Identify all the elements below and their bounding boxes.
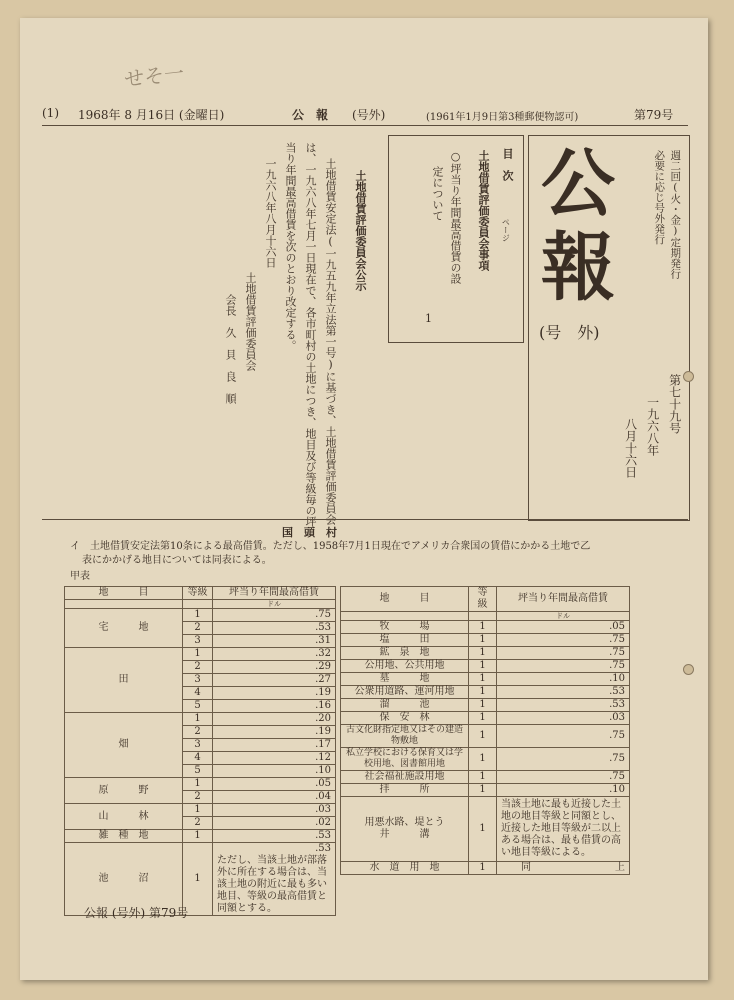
table-row: [65, 778, 336, 791]
land-category: 原 野: [65, 778, 183, 804]
grade-cell: 1: [469, 660, 497, 673]
table-row: [341, 725, 630, 748]
land-category: 池 沼: [65, 843, 183, 916]
rent-cell: .10: [213, 765, 336, 778]
rent-cell: .31: [213, 635, 336, 648]
land-category: 宅 地: [65, 609, 183, 648]
header-issue: 第79号: [634, 108, 674, 122]
rent-cell: .17: [213, 739, 336, 752]
grade-cell: 3: [183, 635, 213, 648]
unit-cell: ドル: [497, 612, 630, 621]
handwritten-note: せそ一: [123, 60, 186, 92]
waterway-name-2: 井 溝: [379, 829, 430, 840]
land-category: 溜 池: [341, 699, 469, 712]
grade-cell: 2: [183, 791, 213, 804]
footer-text: 公報 (号外) 第79号: [84, 906, 189, 920]
land-category: [341, 797, 469, 862]
grade-cell: 3: [183, 674, 213, 687]
grade-cell: 1: [469, 748, 497, 771]
table-row: [341, 699, 630, 712]
rent-cell: .29: [213, 661, 336, 674]
grade-cell: 2: [183, 726, 213, 739]
rent-cell: .02: [213, 817, 336, 830]
grade-cell: 1: [469, 784, 497, 797]
section-rule: [42, 519, 688, 520]
grade-cell: 1: [183, 713, 213, 726]
land-category: 保 安 林: [341, 712, 469, 725]
rent-cell: .75: [497, 771, 630, 784]
land-category: 墓 地: [341, 673, 469, 686]
header-title: 公 報: [292, 108, 329, 122]
same-as-above-2: 上: [615, 862, 625, 873]
notice-date: 一九六八年八月十六日: [264, 158, 278, 268]
grade-cell: 1: [183, 609, 213, 622]
toc-page-label: ページ: [501, 218, 511, 242]
table-header-cell: 地 目: [341, 587, 469, 612]
rent-cell: .19: [213, 726, 336, 739]
table-row: [341, 621, 630, 634]
grade-cell: 1: [469, 621, 497, 634]
rent-cell: .03: [213, 804, 336, 817]
land-category: 公用地、公共用地: [341, 660, 469, 673]
toc-section: 土地借賃評価委員会事項: [477, 150, 491, 271]
table-row-waterway: [341, 797, 630, 862]
header-number: (1): [42, 106, 59, 120]
header-rule: [42, 125, 688, 126]
land-category: 水 道 用 地: [341, 862, 469, 875]
land-category: 山 林: [65, 804, 183, 830]
land-category: 拝 所: [341, 784, 469, 797]
rent-value: .53: [315, 843, 331, 854]
table-row: [341, 784, 630, 797]
land-category: 公衆用道路、運河用地: [341, 686, 469, 699]
notice-signer: 会長 久 貝 良 順: [224, 294, 238, 404]
header-extra: (号外): [352, 108, 386, 122]
rent-cell: .27: [213, 674, 336, 687]
table-row: [341, 647, 630, 660]
toc-item-page: 1: [425, 312, 432, 325]
table-row: [341, 748, 630, 771]
rent-cell: .32: [213, 648, 336, 661]
waterway-name-1: 用悪水路、堤とう: [364, 817, 445, 828]
notice-heading: 土地借賃評価委員会公示: [354, 170, 368, 291]
grade-cell: 1: [469, 797, 497, 862]
land-category: 社会福祉施設用地: [341, 771, 469, 784]
table-header-cell: 坪当り年間最高借賃: [213, 587, 336, 600]
rent-cell: .20: [213, 713, 336, 726]
masthead-year: 一九六八年: [645, 396, 660, 456]
grade-cell: 1: [183, 843, 213, 916]
rent-cell: .53: [213, 830, 336, 843]
grade-cell: 3: [183, 739, 213, 752]
toc-box: [388, 135, 524, 343]
toc-heading: 目 次: [501, 148, 515, 181]
notice-line1: 土地借賃安定法(一九五九年立法第一号)に基づき、土地借賃評価委員会: [324, 158, 338, 525]
unit-blank: [469, 612, 497, 621]
unit-cell: ドル: [213, 600, 336, 609]
masthead-title-1: 公: [541, 141, 615, 227]
table-header-cell: 坪当り年間最高借賃: [497, 587, 630, 612]
village-heading: 国 頭 村: [282, 526, 337, 539]
notice-line2: は、一九六八年七月一日現在で、各市町村の土地につき、地目及び等級毎の坪: [304, 142, 318, 527]
schedule-line2: 必要に応じ号外発行: [653, 150, 666, 245]
grade-cell: 1: [469, 862, 497, 875]
unit-blank: [183, 600, 213, 609]
table-header-cell: 等級: [183, 587, 213, 600]
land-category: 田: [65, 648, 183, 713]
table-row: [65, 609, 336, 622]
table-row: [65, 713, 336, 726]
rent-note-cell: [213, 843, 336, 916]
grade-cell: 1: [469, 686, 497, 699]
rent-cell: .19: [213, 687, 336, 700]
land-category: 古文化財指定地又はその建造物敷地: [341, 725, 469, 748]
schedule-line1: 週二回(火・金)定期発行: [669, 150, 682, 279]
masthead-issue-no: 第七十九号: [667, 374, 682, 434]
pond-note: ただし、当該土地が部落外に所在する場合は、当該土地の附近に最も多い地目、等級の最高借賃と同額とする。: [217, 855, 327, 914]
grade-cell: 4: [183, 687, 213, 700]
masthead-box: [528, 135, 690, 521]
rent-cell: .05: [213, 778, 336, 791]
rent-cell: .75: [497, 647, 630, 660]
grade-cell: 1: [469, 647, 497, 660]
document-sheet: [20, 18, 708, 980]
grade-cell: 2: [183, 817, 213, 830]
grade-cell: 1: [469, 712, 497, 725]
table-row: [341, 660, 630, 673]
grade-cell: 2: [183, 661, 213, 674]
table-row: [341, 771, 630, 784]
unit-blank: [341, 612, 469, 621]
rent-cell: [497, 862, 630, 875]
masthead-title-2: 報: [541, 225, 615, 311]
table-label: 甲表: [70, 571, 90, 582]
rent-cell: .75: [497, 634, 630, 647]
rent-cell: .53: [497, 699, 630, 712]
grade-cell: 1: [469, 725, 497, 748]
table-b: [340, 586, 630, 875]
rent-cell: .12: [213, 752, 336, 765]
table-row: [341, 673, 630, 686]
rent-cell: .10: [497, 784, 630, 797]
intro-line2: 表にかかげる地目については同表による。: [82, 555, 272, 566]
rent-cell: .75: [497, 748, 630, 771]
header-date: 1968年 8 月16日 (金曜日): [78, 108, 225, 122]
land-category: 牧 場: [341, 621, 469, 634]
rent-cell: .03: [497, 712, 630, 725]
table-row: [341, 712, 630, 725]
table-header-cell: 等級: [469, 587, 497, 612]
toc-item-line1: ○坪当り年間最高借賃の設: [449, 150, 463, 284]
grade-cell: 5: [183, 700, 213, 713]
grade-cell: 1: [183, 830, 213, 843]
grade-cell: 4: [183, 752, 213, 765]
grade-cell: 1: [183, 648, 213, 661]
table-row: [341, 686, 630, 699]
rent-cell: .75: [213, 609, 336, 622]
masthead-date: 八月十六日: [623, 418, 638, 478]
table-a: [64, 586, 336, 916]
intro-line1: イ 土地借賃安定法第10条による最高借賃。ただし、1958年7月1日現在でアメリカ合衆国の賃借にかかる土地で乙: [70, 541, 591, 552]
grade-cell: 1: [183, 778, 213, 791]
grade-cell: 2: [183, 622, 213, 635]
rent-cell: .53: [497, 686, 630, 699]
rent-cell: .04: [213, 791, 336, 804]
notice-org: 土地借賃評価委員会: [244, 272, 258, 371]
table-row: [65, 804, 336, 817]
binding-hole-top: [683, 371, 694, 382]
unit-row: [65, 600, 336, 609]
land-category: 雑 種 地: [65, 830, 183, 843]
unit-blank: [65, 600, 183, 609]
land-category: 鉱 泉 地: [341, 647, 469, 660]
grade-cell: 5: [183, 765, 213, 778]
binding-hole-bottom: [683, 664, 694, 675]
land-category: 畑: [65, 713, 183, 778]
grade-cell: 1: [469, 771, 497, 784]
table-row: [341, 634, 630, 647]
rent-cell: .10: [497, 673, 630, 686]
land-category: 私立学校における保育又は学校用地、図書館用地: [341, 748, 469, 771]
notice-line3: 当り年間最高借賃を次のとおり改定する。: [284, 142, 298, 351]
header-line: [42, 106, 688, 124]
masthead-subtitle: (号 外): [539, 323, 600, 342]
rent-cell: .75: [497, 725, 630, 748]
rent-cell: .05: [497, 621, 630, 634]
grade-cell: 1: [469, 699, 497, 712]
table-row-waterworks: [341, 862, 630, 875]
grade-cell: 1: [469, 673, 497, 686]
table-row: [65, 830, 336, 843]
header-permit: (1961年1月9日第3種郵便物認可): [426, 112, 579, 123]
rent-note-cell: 当該土地に最も近接した土地の地目等級と同額とし、近接した地目等級が二以上ある場合は、最も借賃の高い地目等級による。: [497, 797, 630, 862]
toc-item-line2: 定について: [431, 166, 445, 221]
table-header-cell: 地 目: [65, 587, 183, 600]
table-header-row: [65, 587, 336, 600]
grade-cell: 1: [183, 804, 213, 817]
same-as-above-1: 同: [521, 862, 531, 873]
grade-cell: 1: [469, 634, 497, 647]
rent-cell: .16: [213, 700, 336, 713]
table-row: [65, 648, 336, 661]
unit-row: [341, 612, 630, 621]
table-header-row: [341, 587, 630, 612]
rent-cell: .75: [497, 660, 630, 673]
rent-cell: .53: [213, 622, 336, 635]
land-category: 塩 田: [341, 634, 469, 647]
